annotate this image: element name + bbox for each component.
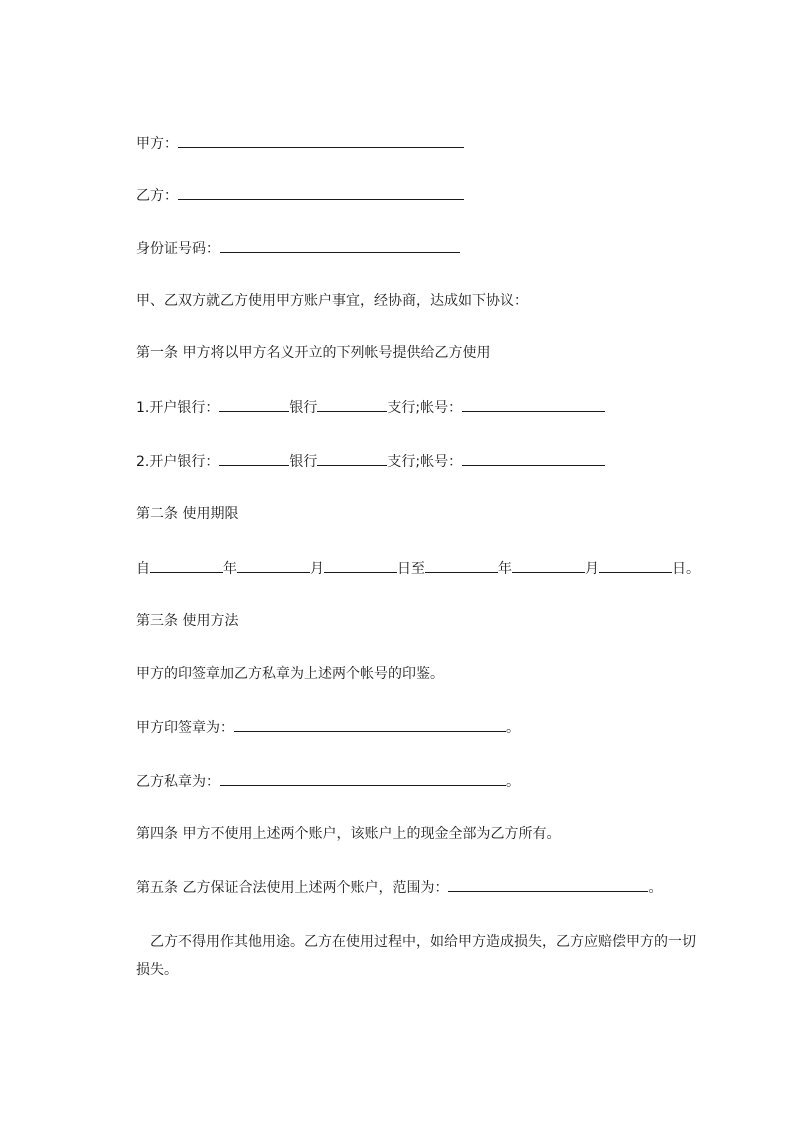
account-line-2 (136, 451, 605, 472)
account-1-prefix: 1.开户银行： (136, 400, 220, 416)
seal-a-blank[interactable] (234, 717, 506, 732)
start-year-blank[interactable] (150, 558, 223, 573)
account-2-branch-blank[interactable] (317, 451, 387, 466)
party-a-label: 甲方： (136, 136, 178, 152)
period-month-2: 月 (585, 561, 599, 577)
seal-b-blank[interactable] (220, 771, 506, 786)
article5-paragraph: 乙方不得用作其他用途。乙方在使用过程中，如给甲方造成损失，乙方应赔偿甲方的一切损失。 (136, 934, 696, 978)
party-b-label: 乙方： (136, 188, 178, 204)
article3-title: 第三条 使用方法 (136, 613, 239, 629)
party-b-blank[interactable] (178, 185, 464, 200)
id-number-line (136, 238, 460, 259)
scope-blank[interactable] (448, 877, 648, 892)
account-1-number-blank[interactable] (462, 397, 605, 412)
period-line (136, 558, 700, 579)
period-day-to: 日至 (397, 561, 425, 577)
seal-b-label: 乙方私章为： (136, 774, 220, 790)
id-number-blank[interactable] (220, 238, 460, 253)
account-1-bank-label: 银行 (289, 400, 318, 416)
intro-text: 甲、乙双方就乙方使用甲方账户事宜，经协商，达成如下协议： (136, 293, 528, 309)
party-a-line (136, 133, 464, 154)
article3-desc: 甲方的印签章加乙方私章为上述两个帐号的印鉴。 (136, 666, 444, 682)
account-1-bank-blank[interactable] (219, 397, 289, 412)
seal-a-line (136, 717, 520, 738)
end-day-blank[interactable] (599, 558, 672, 573)
period-day-end: 日。 (672, 561, 700, 577)
account-line-1 (136, 397, 605, 418)
article2-title: 第二条 使用期限 (136, 506, 239, 522)
period-year-1: 年 (223, 561, 237, 577)
seal-b-period: 。 (506, 774, 520, 790)
start-day-blank[interactable] (324, 558, 397, 573)
article5-line (136, 877, 662, 898)
end-month-blank[interactable] (512, 558, 585, 573)
seal-a-label: 甲方印签章为： (136, 720, 234, 736)
seal-a-period: 。 (506, 720, 520, 736)
account-2-number-blank[interactable] (462, 451, 605, 466)
account-2-branch-label: 支行;帐号： (387, 454, 463, 470)
period-from: 自 (136, 561, 150, 577)
account-2-bank-blank[interactable] (219, 451, 289, 466)
article4-text: 第四条 甲方不使用上述两个账户，该账户上的现金全部为乙方所有。 (136, 826, 561, 842)
article1-title: 第一条 甲方将以甲方名义开立的下列帐号提供给乙方使用 (136, 345, 491, 361)
start-month-blank[interactable] (237, 558, 310, 573)
seal-b-line (136, 771, 520, 792)
account-1-branch-blank[interactable] (317, 397, 387, 412)
period-year-2: 年 (498, 561, 512, 577)
party-a-blank[interactable] (178, 133, 464, 148)
period-month-1: 月 (310, 561, 324, 577)
id-number-label: 身份证号码： (136, 241, 220, 257)
account-2-bank-label: 银行 (289, 454, 318, 470)
account-2-prefix: 2.开户银行： (136, 454, 220, 470)
party-b-line (136, 185, 464, 206)
account-1-branch-label: 支行;帐号： (387, 400, 463, 416)
article5-text: 第五条 乙方保证合法使用上述两个账户，范围为： (136, 880, 449, 896)
article5-period: 。 (648, 880, 663, 896)
end-year-blank[interactable] (425, 558, 498, 573)
